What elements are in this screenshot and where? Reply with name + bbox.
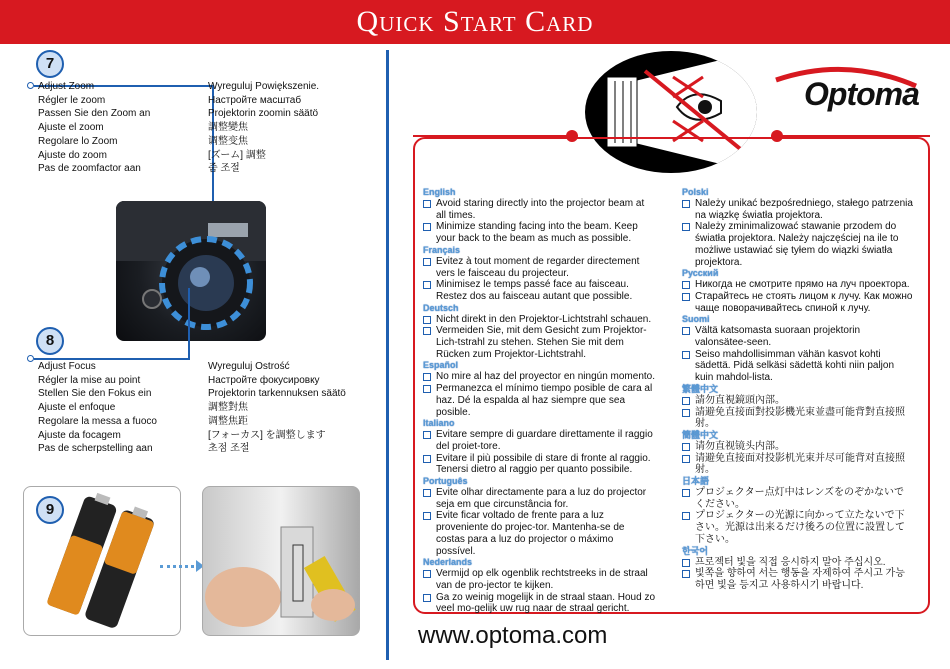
step-label: Régler le zoom xyxy=(38,94,106,106)
checkbox-icon xyxy=(423,258,431,266)
warning-item xyxy=(682,395,914,407)
warning-text: Należy zminimalizować stawanie przodem do światła projektora. Należy najczęściej na ile to możliwe ustawiać się tyłem do wiązki światła projektora. xyxy=(695,221,899,268)
warning-text: Należy unikać bezpośredniego, stałego patrzenia na wiązkę światła projektora. xyxy=(695,198,913,221)
website-url[interactable]: www.optoma.com xyxy=(418,622,608,649)
warning-text: Evitare sempre di guardare direttamente il raggio del proiet-tore. xyxy=(436,429,653,452)
language-heading: 한국어 xyxy=(682,545,709,556)
warning-item xyxy=(423,568,655,591)
warning-item xyxy=(423,256,655,279)
column-divider xyxy=(386,50,389,660)
step-8-badge: 8 xyxy=(36,327,64,355)
step-label: Regolare lo Zoom xyxy=(38,135,118,147)
warnings-left-column xyxy=(423,187,655,615)
warning-item xyxy=(682,291,914,314)
warning-item xyxy=(423,371,655,383)
step-label: Wyreguluj Ostrość xyxy=(208,361,290,372)
warning-text: Seiso mahdollisimman vähän kasvot kohti sädettä. Pidä selkäsi sädettä kohti niin paljon kuin mahdol-lista. xyxy=(695,348,895,384)
language-heading: Deutsch xyxy=(423,302,459,313)
warning-text: Nicht direkt in den Projektor-Lichtstrahl schauen. xyxy=(436,313,652,325)
optoma-logo xyxy=(768,66,928,121)
logo-text: Optoma xyxy=(804,76,919,112)
warning-item xyxy=(423,221,655,244)
checkbox-icon xyxy=(423,512,431,520)
warning-item xyxy=(423,279,655,302)
step-label: Adjust Focus xyxy=(38,361,96,372)
checkbox-icon xyxy=(682,409,690,417)
warning-text: 빛쪽을 향하여 서는 행동을 자제하여 주시고 가능하면 빛을 등지고 사용하시기 바랍니다. xyxy=(695,568,905,591)
warning-text: 프로젝터 빛을 직접 응시하지 말아 주십시오. xyxy=(695,556,886,568)
warning-item xyxy=(423,487,655,510)
step-label: Ajuste el zoom xyxy=(38,122,104,134)
step-label: Настройте фокусировку xyxy=(208,374,320,386)
warning-item xyxy=(423,592,655,615)
warning-item xyxy=(423,429,655,452)
projector-lens-photo xyxy=(116,201,266,341)
step-8-leader-up xyxy=(188,288,190,360)
warning-text: 請避免直接面對投影機光束並盡可能背對直接照射。 xyxy=(695,406,905,430)
checkbox-icon xyxy=(682,443,690,451)
step-label: 调整焦距 xyxy=(208,415,248,427)
warning-text: 请避免直接面对投影机光束并尽可能背对直接照射。 xyxy=(695,452,905,476)
language-heading: Suomi xyxy=(682,314,710,325)
language-heading: 簡體中文 xyxy=(682,429,719,440)
checkbox-icon xyxy=(682,327,690,335)
checkbox-icon xyxy=(682,223,690,231)
warning-text: プロジェクター点灯中はレンズをのぞかないでください。 xyxy=(695,487,905,510)
checkbox-icon xyxy=(423,594,431,602)
language-heading: Español xyxy=(423,360,459,371)
warning-item xyxy=(682,487,914,510)
warning-text: Никогда не смотрите прямо на луч проектора. xyxy=(695,279,910,291)
checkbox-icon xyxy=(423,327,431,335)
warning-item xyxy=(423,325,655,360)
step-label: Настройте масштаб xyxy=(208,94,302,106)
warning-text: 請勿直視鏡頭內部。 xyxy=(695,394,785,406)
step-label: Projektorin tarkennuksen säätö xyxy=(208,388,346,400)
step-label: Ajuste da focagem xyxy=(38,429,121,441)
step-label: Wyreguluj Powiększenie. xyxy=(208,81,320,92)
warning-item xyxy=(682,557,914,569)
warning-item xyxy=(682,198,914,221)
step-8-translations xyxy=(208,360,346,456)
warnings-right-column xyxy=(682,187,914,592)
checkbox-icon xyxy=(423,281,431,289)
checkbox-icon xyxy=(682,570,690,578)
box-line-right xyxy=(781,135,930,137)
warning-text: Evitare il più possibile di stare di fronte al raggio. Tenersi dietro al raggio per quanto possibile. xyxy=(436,452,651,476)
step-label: Adjust Zoom xyxy=(38,81,95,92)
warning-text: Avoid staring directly into the projector beam at all times. xyxy=(436,198,645,221)
step-label: 調整對焦 xyxy=(208,402,248,414)
warning-text: Старайтесь не стоять лицом к лучу. Как можно чаще поворачивайтесь спиной к лучу. xyxy=(695,290,913,314)
step-label: 調整變焦 xyxy=(208,122,248,134)
step-label: Regolare la messa a fuoco xyxy=(38,415,157,427)
warning-item xyxy=(423,510,655,557)
warning-text: No mire al haz del proyector en ningún momento. xyxy=(436,371,656,383)
step-7-labels xyxy=(38,80,150,176)
remote-battery-photo xyxy=(202,486,360,636)
language-heading: Nederlands xyxy=(423,557,473,568)
checkbox-icon xyxy=(423,385,431,393)
warning-text: 请勿直视镜头内部。 xyxy=(695,440,785,452)
warning-text: プロジェクターの光源に向かって立たないで下さい。光源は出来るだけ後ろの位置に設置して下さい。 xyxy=(695,510,905,545)
warning-text: Vältä katsomasta suoraan projektorin valonsätee-seen. xyxy=(695,325,861,349)
checkbox-icon xyxy=(682,397,690,405)
arrow-right-icon xyxy=(160,565,200,569)
warning-item xyxy=(682,407,914,430)
warning-item xyxy=(682,453,914,476)
page-title: Quick Start Card xyxy=(0,0,950,44)
language-heading: Italiano xyxy=(423,418,455,429)
warning-item xyxy=(682,349,914,384)
warning-item xyxy=(423,383,655,418)
warning-item xyxy=(682,279,914,291)
step-8-bullet xyxy=(27,355,34,362)
warning-text: Vermijd op elk ogenblik rechtstreeks in de straal van de pro-jector te kijken. xyxy=(436,568,648,591)
checkbox-icon xyxy=(682,489,690,497)
checkbox-icon xyxy=(423,373,431,381)
checkbox-icon xyxy=(423,570,431,578)
warning-text: Evite ficar voltado de frente para a luz proveniente do projec-tor. Mantenha-se de costas para a luz do projector o máximo possível. xyxy=(436,510,625,557)
warning-item xyxy=(682,221,914,268)
step-label: Passen Sie den Zoom an xyxy=(38,108,151,120)
checkbox-icon xyxy=(682,455,690,463)
warning-text: Evite olhar directamente para a luz do projector seja em que circunstância for. xyxy=(436,487,647,510)
step-7-translations xyxy=(208,80,319,176)
warning-item xyxy=(423,453,655,476)
checkbox-icon xyxy=(682,559,690,567)
step-label: Projektorin zoomin säätö xyxy=(208,108,319,120)
warning-item xyxy=(682,510,914,545)
warning-item xyxy=(423,198,655,221)
warning-text: Ga zo weinig mogelijk in de straal staan. Houd zo veel mo-gelijk uw rug naar de straal gericht. xyxy=(436,591,656,615)
checkbox-icon xyxy=(682,293,690,301)
step-label: [フォーカス] を調整します xyxy=(208,429,326,441)
checkbox-icon xyxy=(423,223,431,231)
step-7-badge: 7 xyxy=(36,50,64,78)
step-label: 초점 조절 xyxy=(208,443,250,455)
checkbox-icon xyxy=(682,281,690,289)
step-label: 调整变焦 xyxy=(208,135,248,147)
checkbox-icon xyxy=(682,351,690,359)
checkbox-icon xyxy=(682,512,690,520)
language-heading: 繁體中文 xyxy=(682,383,719,394)
language-heading: Português xyxy=(423,476,468,487)
checkbox-icon xyxy=(423,489,431,497)
warning-text: Vermeiden Sie, mit dem Gesicht zum Projektor-Lich-tstrahl zu stehen. Stehen Sie mit dem Rücken zum Projektor-Lichtstrahl. xyxy=(436,325,647,360)
step-label: Ajuste do zoom xyxy=(38,149,107,161)
step-9-badge: 9 xyxy=(36,496,64,524)
step-label: Pas de zoomfactor aan xyxy=(38,163,141,175)
warning-item xyxy=(682,441,914,453)
checkbox-icon xyxy=(682,200,690,208)
warning-item xyxy=(682,568,914,591)
step-7-bullet xyxy=(27,82,34,89)
step-8-labels xyxy=(38,360,157,456)
step-label: Pas de scherpstelling aan xyxy=(38,443,153,455)
checkbox-icon xyxy=(423,455,431,463)
warning-text: Evitez à tout moment de regarder directement vers le faisceau du projecteur. xyxy=(436,255,640,279)
checkbox-icon xyxy=(423,200,431,208)
step-label: 줌 조절 xyxy=(208,163,240,175)
warning-text: Minimize standing facing into the beam. Keep your back to the beam as much as possible. xyxy=(436,221,638,245)
warning-item xyxy=(423,314,655,326)
warning-item xyxy=(682,325,914,348)
language-heading: Русский xyxy=(682,268,719,279)
checkbox-icon xyxy=(423,316,431,324)
step-label: Ajuste el enfoque xyxy=(38,402,116,414)
language-heading: 日本語 xyxy=(682,476,710,487)
step-label: [ズーム] 調整 xyxy=(208,149,266,161)
checkbox-icon xyxy=(423,431,431,439)
language-heading: Français xyxy=(423,244,461,255)
language-heading: English xyxy=(423,187,456,197)
step-label: Stellen Sie den Fokus ein xyxy=(38,388,152,400)
warning-text: Permanezca el mínimo tiempo posible de cara al haz. Dé la espalda al haz siempre que sea posible. xyxy=(436,383,653,418)
box-line-left xyxy=(413,135,568,137)
language-heading: Polski xyxy=(682,187,709,197)
warning-text: Minimisez le temps passé face au faisceau. Restez dos au faisceau autant que possible. xyxy=(436,279,633,302)
step-label: Régler la mise au point xyxy=(38,374,141,386)
